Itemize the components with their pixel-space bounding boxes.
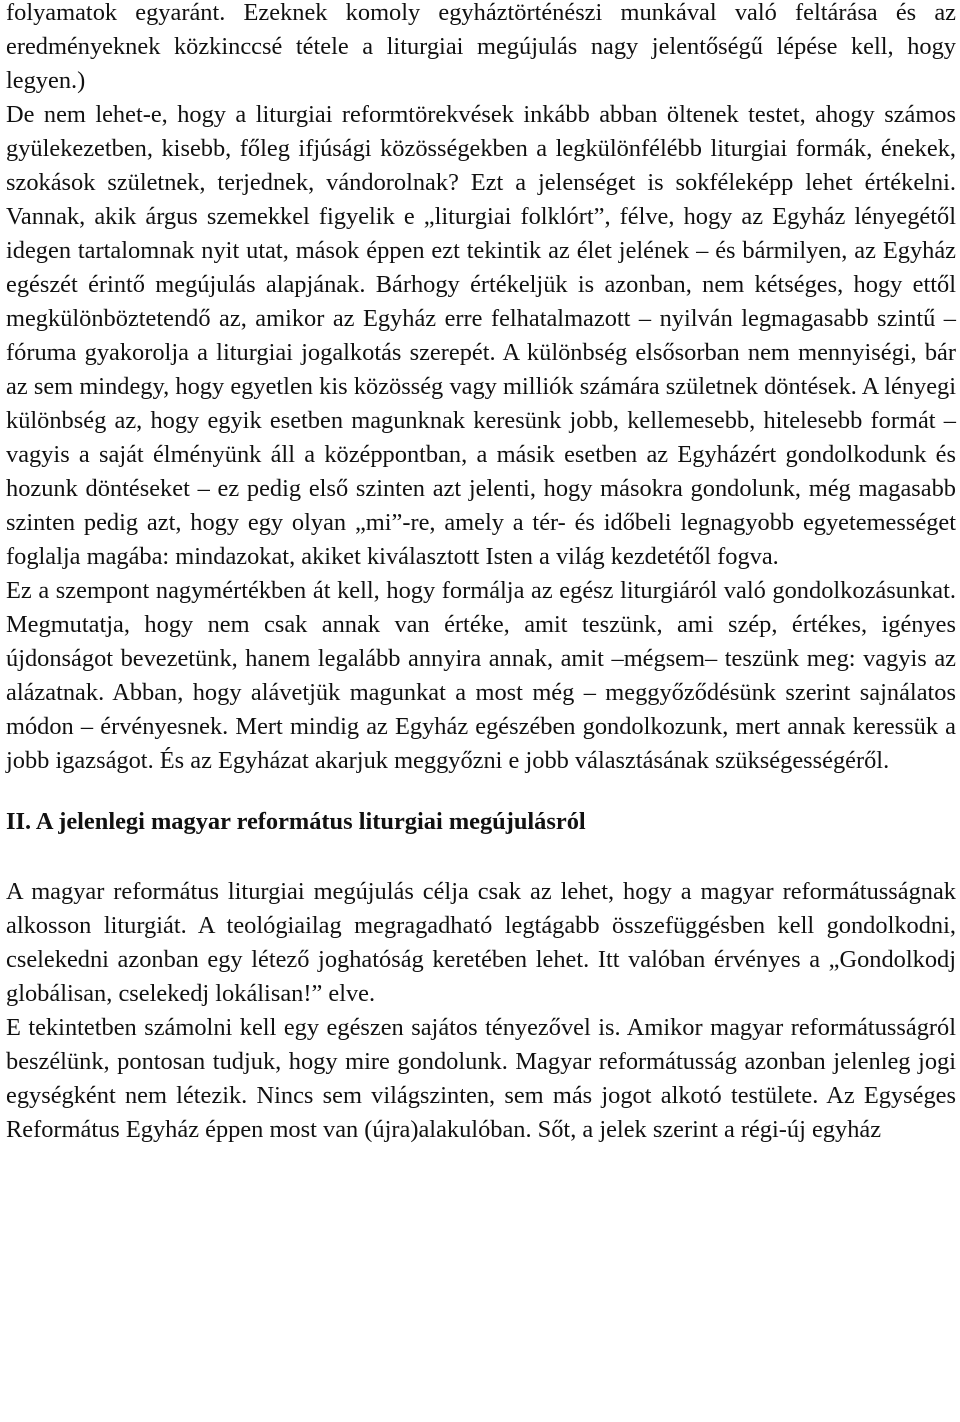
section-heading: II. A jelenlegi magyar református liturgiai megújulásról (6, 808, 586, 835)
paragraph-1: folyamatok egyaránt. Ezeknek komoly egyháztörténészi munkával való feltárása és az eredményeknek közkinccsé tétele a liturgiai megújulás nagy jelentőségű lépése kell, hogy legyen.) (6, 0, 956, 94)
paragraph-2: De nem lehet-e, hogy a liturgiai reformtörekvések inkább abban öltenek testet, ahogy számos gyülekezetben, kisebb, főleg ifjúsági közösségekben a legkülönfélébb liturgiai formák, énekek, szokások születnek, terjednek, vándorolnak? Ezt a jelenséget is sokféleképp lehet értékelni. Vannak, akik árgus szemekkel figyelik e „liturgiai folklórt”, félve, hogy az Egyház lényegétől idegen tartalomnak nyit utat, mások éppen ezt tekintik az élet jelének – és bármilyen, az Egyház egészét érintő megújulás alapjának. Bárhogy értékeljük is azonban, nem kétséges, hogy ettől megkülönböztetendő az, amikor az Egyház erre felhatalmazott – nyilván legmagasabb szintű – fóruma gyakorolja a liturgiai jogalkotás szerepét. A különbség elsősorban nem mennyiségi, bár az sem mindegy, hogy egyetlen kis közösség vagy milliók számára születnek döntések. A lényegi különbség az, hogy egyik esetben magunknak keresünk jobb, kellemesebb, hitelesebb formát – vagyis a saját élményünk áll a középpontban, a másik esetben az Egyházért gondolkodunk és hozunk döntéseket – ez pedig első szinten azt jelenti, hogy másokra gondolunk, még magasabb szinten pedig azt, hogy egy olyan „mi”-re, amely a tér- és időbeli legnagyobb egyetemességet foglalja magába: mindazokat, akiket kiválasztott Isten a világ kezdetétől fogva. (6, 101, 956, 570)
paragraph-5: E tekintetben számolni kell egy egészen sajátos tényezővel is. Amikor magyar reformátusságról beszélünk, pontosan tudjuk, hogy mire gondolunk. Magyar reformátusság azonban jelenleg jogi egységként nem létezik. Nincs sem világszinten, sem más jogot alkotó testülete. Az Egységes Református Egyház éppen most van (újra)alakulóban. Sőt, a jelek szerint a régi-új egyház (6, 1014, 956, 1143)
paragraph-4: A magyar református liturgiai megújulás célja csak az lehet, hogy a magyar reformátusságnak alkosson liturgiát. A teológiailag megragadható legtágabb összefüggésben kell gondolkodni, cselekedni azonban egy létező joghatóság keretében lehet. Itt valóban érvényes a „Gondolkodj globálisan, cselekedj lokálisan!” elve. (6, 878, 956, 1007)
paragraph-3: Ez a szempont nagymértékben át kell, hogy formálja az egész liturgiáról való gondolkozásunkat. Megmutatja, hogy nem csak annak van értéke, amit teszünk, ami szép, értékes, igényes újdonságot bevezetünk, hanem legalább annyira annak, amit –mégsem– teszünk meg: vagyis az alázatnak. Abban, hogy alávetjük magunkat a most még – meggyőződésünk szerint sajnálatos módon – érvényesnek. Mert mindig az Egyház egészében gondolkozunk, mert annak keressük a jobb igazságot. És az Egyházat akarjuk meggyőzni e jobb választásának szükségességéről. (6, 577, 956, 774)
document-page (6, 0, 956, 1147)
